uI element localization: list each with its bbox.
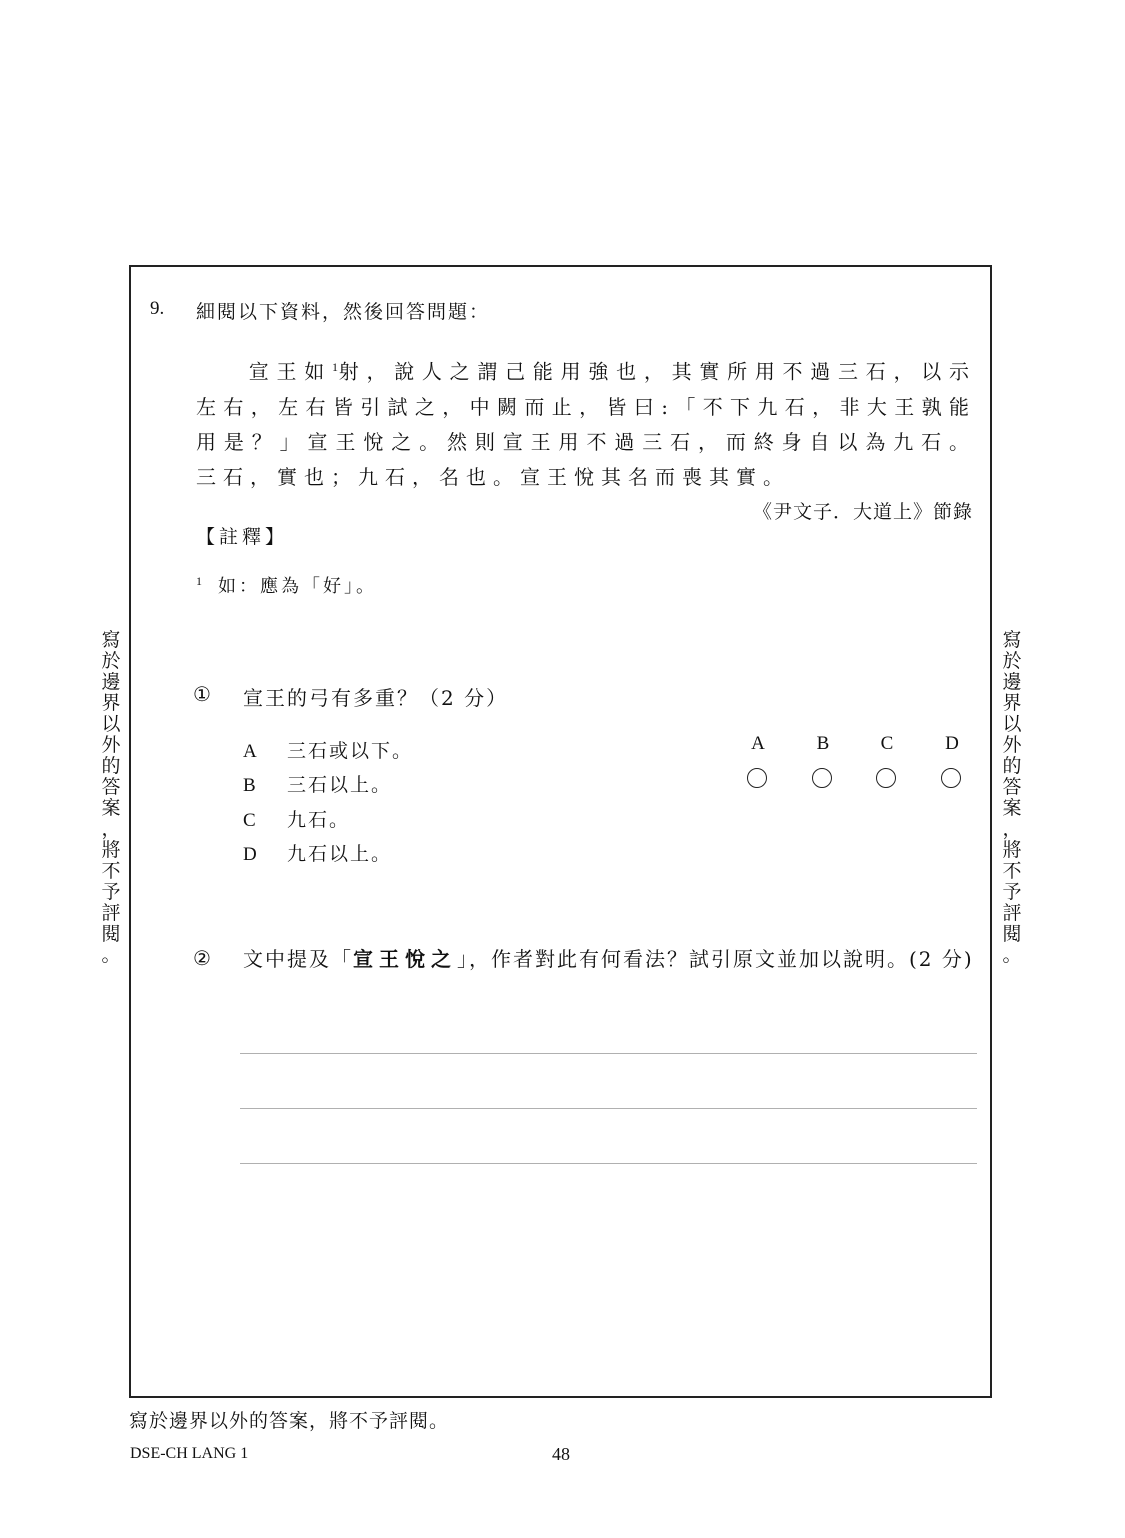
margin-warning-char: 於 <box>1002 650 1022 672</box>
passage-part1: 宣王如 <box>248 359 332 384</box>
answer-bubble-b[interactable] <box>812 768 832 788</box>
subquestion-2-quote: 宣王悅之 <box>353 947 457 971</box>
margin-warning-char: 評 <box>101 902 121 924</box>
margin-warning-char: 予 <box>101 881 121 903</box>
answer-bubble-d[interactable] <box>941 768 961 788</box>
margin-warning-char: 的 <box>101 755 121 777</box>
margin-warning-char: 不 <box>1002 860 1022 882</box>
margin-warning-char: 將 <box>1002 839 1022 861</box>
option-b-text: 三石以上。 <box>287 774 393 796</box>
margin-warning-char: 外 <box>101 734 121 756</box>
right-margin-warning <box>1000 630 1024 966</box>
subquestion-2-text-before: 文中提及「 <box>243 947 353 971</box>
note-text: 如：應為「好」。 <box>218 576 377 597</box>
option-c-letter: C <box>243 810 256 831</box>
margin-warning-char: 評 <box>1002 902 1022 924</box>
margin-warning-char: 外 <box>1002 734 1022 756</box>
option-b <box>243 770 392 797</box>
answer-letter-c: C <box>880 733 894 754</box>
answer-line-3[interactable] <box>240 1163 977 1164</box>
margin-warning-char: 界 <box>101 692 121 714</box>
margin-warning-char: 不 <box>101 860 121 882</box>
margin-warning-char: 將 <box>101 839 121 861</box>
passage-source: 《尹文子．大道上》節錄 <box>752 501 973 523</box>
option-c <box>243 805 350 832</box>
margin-warning-char: 。 <box>101 944 121 966</box>
margin-warning-char: 的 <box>1002 755 1022 777</box>
option-d <box>243 839 392 866</box>
margin-warning-char: 寫 <box>101 629 121 651</box>
margin-warning-char: 邊 <box>101 671 121 693</box>
answer-bubble-a[interactable] <box>747 768 767 788</box>
margin-warning-char: 案 <box>101 797 121 819</box>
margin-warning-char: 以 <box>101 713 121 735</box>
margin-warning-char: 閱 <box>101 923 121 945</box>
option-d-text: 九石以上。 <box>287 843 393 865</box>
margin-warning-char: 。 <box>1002 944 1022 966</box>
subquestion-2-text-after: 」，作者對此有何看法？試引原文並加以說明。(2 分) <box>457 947 974 971</box>
question-prompt: 細閱以下資料，然後回答問題： <box>196 301 491 323</box>
left-margin-warning <box>99 630 123 966</box>
note-item <box>196 572 377 598</box>
option-c-text: 九石。 <box>287 809 351 831</box>
answer-line-1[interactable] <box>240 1053 977 1054</box>
margin-warning-char: 以 <box>1002 713 1022 735</box>
margin-warning-char: ， <box>1002 818 1022 840</box>
passage-part2: 射，說人之謂己能用強也，其實所用不過三石，以示左右，左右皆引試之，中闕而止，皆曰:「不下九石，非大王孰能用是？」宣王悅之。然則宣王用不過三石，而終身自以為九石。三石，實也；九石，名也。宣王悅其名而喪其實。 <box>196 359 977 489</box>
margin-warning-char: 於 <box>101 650 121 672</box>
margin-warning-char: 寫 <box>1002 629 1022 651</box>
subquestion-1-number: ① <box>193 682 211 706</box>
option-a <box>243 736 413 763</box>
passage <box>196 350 976 495</box>
page-number: 48 <box>552 1444 570 1464</box>
answer-bubble-c[interactable] <box>876 768 896 788</box>
option-a-text: 三石或以下。 <box>287 740 414 762</box>
option-a-letter: A <box>243 741 257 762</box>
subquestion-2-text <box>243 944 978 974</box>
margin-warning-char: 界 <box>1002 692 1022 714</box>
margin-warning-char: 予 <box>1002 881 1022 903</box>
option-b-letter: B <box>243 775 256 796</box>
paper-code: DSE-CH LANG 1 <box>130 1445 249 1462</box>
subquestion-2-number: ② <box>193 946 211 970</box>
answer-letter-a: A <box>751 733 765 754</box>
margin-warning-char: 邊 <box>1002 671 1022 693</box>
margin-warning-char: 案 <box>1002 797 1022 819</box>
option-d-letter: D <box>243 844 257 865</box>
question-number: 9. <box>150 298 165 319</box>
subquestion-1-text: 宣王的弓有多重？（2 分） <box>243 686 509 710</box>
passage-footnote-mark: 1 <box>331 360 338 374</box>
margin-warning-char: ， <box>101 818 121 840</box>
margin-warning-char: 答 <box>101 776 121 798</box>
margin-warning-char: 答 <box>1002 776 1022 798</box>
footer-margin-warning: 寫於邊界以外的答案，將不予評閱。 <box>129 1410 450 1432</box>
margin-warning-char: 閱 <box>1002 923 1022 945</box>
answer-letter-b: B <box>816 733 830 754</box>
answer-letter-d: D <box>945 733 959 754</box>
answer-line-2[interactable] <box>240 1108 977 1109</box>
note-mark: 1 <box>196 574 202 588</box>
notes-heading: 【註釋】 <box>196 526 289 548</box>
